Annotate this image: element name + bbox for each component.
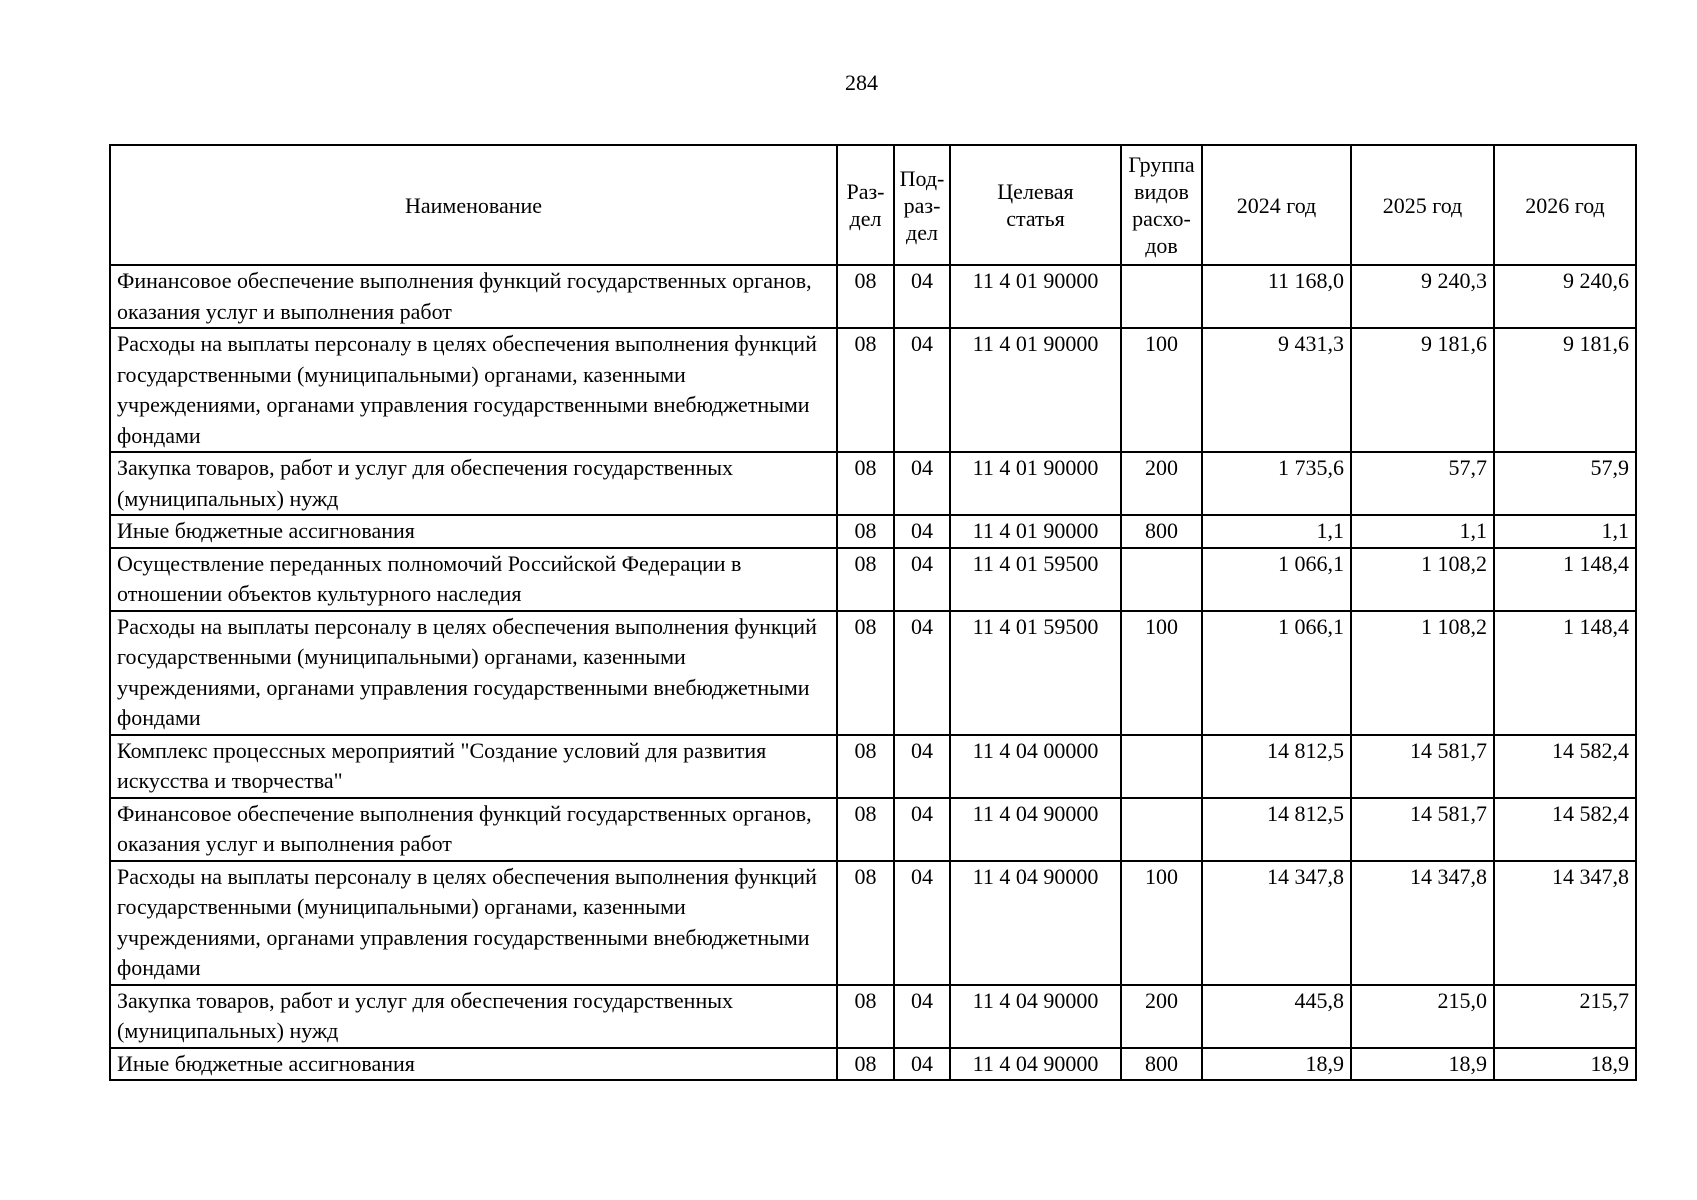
cell-name: Расходы на выплаты персоналу в целях обеспечения выполнения функций государственными (муниципальными) органами, казенными учреждениями, органами управления государственными внебюджетными фондами (110, 611, 837, 735)
cell-razdel: 08 (837, 265, 894, 328)
cell-2024: 445,8 (1202, 985, 1351, 1048)
cell-group (1121, 735, 1202, 798)
cell-group: 800 (1121, 1048, 1202, 1081)
table-row (110, 515, 1636, 548)
cell-2025: 1 108,2 (1351, 611, 1494, 735)
cell-2025: 9 240,3 (1351, 265, 1494, 328)
cell-group: 100 (1121, 328, 1202, 452)
cell-razdel: 08 (837, 611, 894, 735)
cell-group (1121, 798, 1202, 861)
table-row (110, 985, 1636, 1048)
cell-razdel: 08 (837, 735, 894, 798)
table-header-row (110, 145, 1636, 265)
cell-2026: 215,7 (1494, 985, 1636, 1048)
cell-razdel: 08 (837, 328, 894, 452)
cell-2025: 1,1 (1351, 515, 1494, 548)
budget-table (109, 144, 1637, 1081)
cell-group: 200 (1121, 985, 1202, 1048)
table-row (110, 611, 1636, 735)
cell-razdel: 08 (837, 515, 894, 548)
cell-2026: 1 148,4 (1494, 548, 1636, 611)
table-row (110, 265, 1636, 328)
cell-name: Закупка товаров, работ и услуг для обеспечения государственных (муниципальных) нужд (110, 985, 837, 1048)
table-row (110, 452, 1636, 515)
cell-name: Осуществление переданных полномочий Российской Федерации в отношении объектов культурного наследия (110, 548, 837, 611)
cell-podrazdel: 04 (894, 798, 950, 861)
table-body (110, 265, 1636, 1080)
cell-name: Расходы на выплаты персоналу в целях обеспечения выполнения функций государственными (муниципальными) органами, казенными учреждениями, органами управления государственными внебюджетными фондами (110, 328, 837, 452)
cell-2025: 1 108,2 (1351, 548, 1494, 611)
cell-2025: 215,0 (1351, 985, 1494, 1048)
cell-name: Иные бюджетные ассигнования (110, 515, 837, 548)
table-row (110, 798, 1636, 861)
cell-target: 11 4 04 90000 (950, 798, 1121, 861)
cell-podrazdel: 04 (894, 328, 950, 452)
cell-target: 11 4 04 90000 (950, 861, 1121, 985)
cell-razdel: 08 (837, 1048, 894, 1081)
cell-2025: 14 581,7 (1351, 798, 1494, 861)
cell-podrazdel: 04 (894, 452, 950, 515)
cell-razdel: 08 (837, 985, 894, 1048)
cell-2024: 1 066,1 (1202, 548, 1351, 611)
cell-2025: 9 181,6 (1351, 328, 1494, 452)
cell-2024: 1,1 (1202, 515, 1351, 548)
cell-2025: 57,7 (1351, 452, 1494, 515)
cell-podrazdel: 04 (894, 548, 950, 611)
cell-2024: 1 735,6 (1202, 452, 1351, 515)
cell-name: Комплекс процессных мероприятий "Создание условий для развития искусства и творчества" (110, 735, 837, 798)
cell-2024: 18,9 (1202, 1048, 1351, 1081)
cell-group: 200 (1121, 452, 1202, 515)
cell-target: 11 4 01 59500 (950, 611, 1121, 735)
header-razdel: Раз- дел (837, 145, 894, 265)
cell-group (1121, 265, 1202, 328)
cell-2026: 57,9 (1494, 452, 1636, 515)
cell-name: Финансовое обеспечение выполнения функций государственных органов, оказания услуг и выполнения работ (110, 798, 837, 861)
page-number: 284 (845, 70, 878, 95)
cell-podrazdel: 04 (894, 985, 950, 1048)
cell-2024: 14 812,5 (1202, 798, 1351, 861)
header-group: Группа видов расхо- дов (1121, 145, 1202, 265)
cell-2025: 14 347,8 (1351, 861, 1494, 985)
cell-razdel: 08 (837, 452, 894, 515)
cell-podrazdel: 04 (894, 265, 950, 328)
header-podrazdel: Под- раз- дел (894, 145, 950, 265)
cell-name: Финансовое обеспечение выполнения функций государственных органов, оказания услуг и выполнения работ (110, 265, 837, 328)
table-row (110, 861, 1636, 985)
cell-2024: 1 066,1 (1202, 611, 1351, 735)
cell-podrazdel: 04 (894, 861, 950, 985)
cell-2026: 14 582,4 (1494, 735, 1636, 798)
cell-2026: 14 347,8 (1494, 861, 1636, 985)
cell-target: 11 4 04 90000 (950, 1048, 1121, 1081)
table-row (110, 548, 1636, 611)
cell-target: 11 4 01 90000 (950, 265, 1121, 328)
cell-razdel: 08 (837, 548, 894, 611)
cell-2025: 18,9 (1351, 1048, 1494, 1081)
cell-name: Иные бюджетные ассигнования (110, 1048, 837, 1081)
cell-podrazdel: 04 (894, 735, 950, 798)
cell-2024: 14 347,8 (1202, 861, 1351, 985)
cell-2026: 1,1 (1494, 515, 1636, 548)
cell-2026: 1 148,4 (1494, 611, 1636, 735)
header-name: Наименование (110, 145, 837, 265)
cell-razdel: 08 (837, 861, 894, 985)
table-row (110, 1048, 1636, 1081)
cell-2026: 9 181,6 (1494, 328, 1636, 452)
cell-group: 100 (1121, 611, 1202, 735)
cell-podrazdel: 04 (894, 611, 950, 735)
cell-razdel: 08 (837, 798, 894, 861)
cell-name: Расходы на выплаты персоналу в целях обеспечения выполнения функций государственными (муниципальными) органами, казенными учреждениями, органами управления государственными внебюджетными фондами (110, 861, 837, 985)
cell-2025: 14 581,7 (1351, 735, 1494, 798)
cell-2026: 9 240,6 (1494, 265, 1636, 328)
header-2024: 2024 год (1202, 145, 1351, 265)
table-row (110, 328, 1636, 452)
cell-target: 11 4 01 90000 (950, 328, 1121, 452)
cell-name: Закупка товаров, работ и услуг для обеспечения государственных (муниципальных) нужд (110, 452, 837, 515)
header-2025: 2025 год (1351, 145, 1494, 265)
cell-target: 11 4 04 00000 (950, 735, 1121, 798)
table-row (110, 735, 1636, 798)
cell-podrazdel: 04 (894, 1048, 950, 1081)
cell-2024: 14 812,5 (1202, 735, 1351, 798)
cell-target: 11 4 01 90000 (950, 515, 1121, 548)
cell-group: 800 (1121, 515, 1202, 548)
cell-target: 11 4 04 90000 (950, 985, 1121, 1048)
cell-2024: 11 168,0 (1202, 265, 1351, 328)
cell-podrazdel: 04 (894, 515, 950, 548)
cell-group: 100 (1121, 861, 1202, 985)
cell-2026: 18,9 (1494, 1048, 1636, 1081)
cell-target: 11 4 01 90000 (950, 452, 1121, 515)
header-2026: 2026 год (1494, 145, 1636, 265)
cell-group (1121, 548, 1202, 611)
cell-2024: 9 431,3 (1202, 328, 1351, 452)
cell-2026: 14 582,4 (1494, 798, 1636, 861)
cell-target: 11 4 01 59500 (950, 548, 1121, 611)
header-target: Целевая статья (950, 145, 1121, 265)
